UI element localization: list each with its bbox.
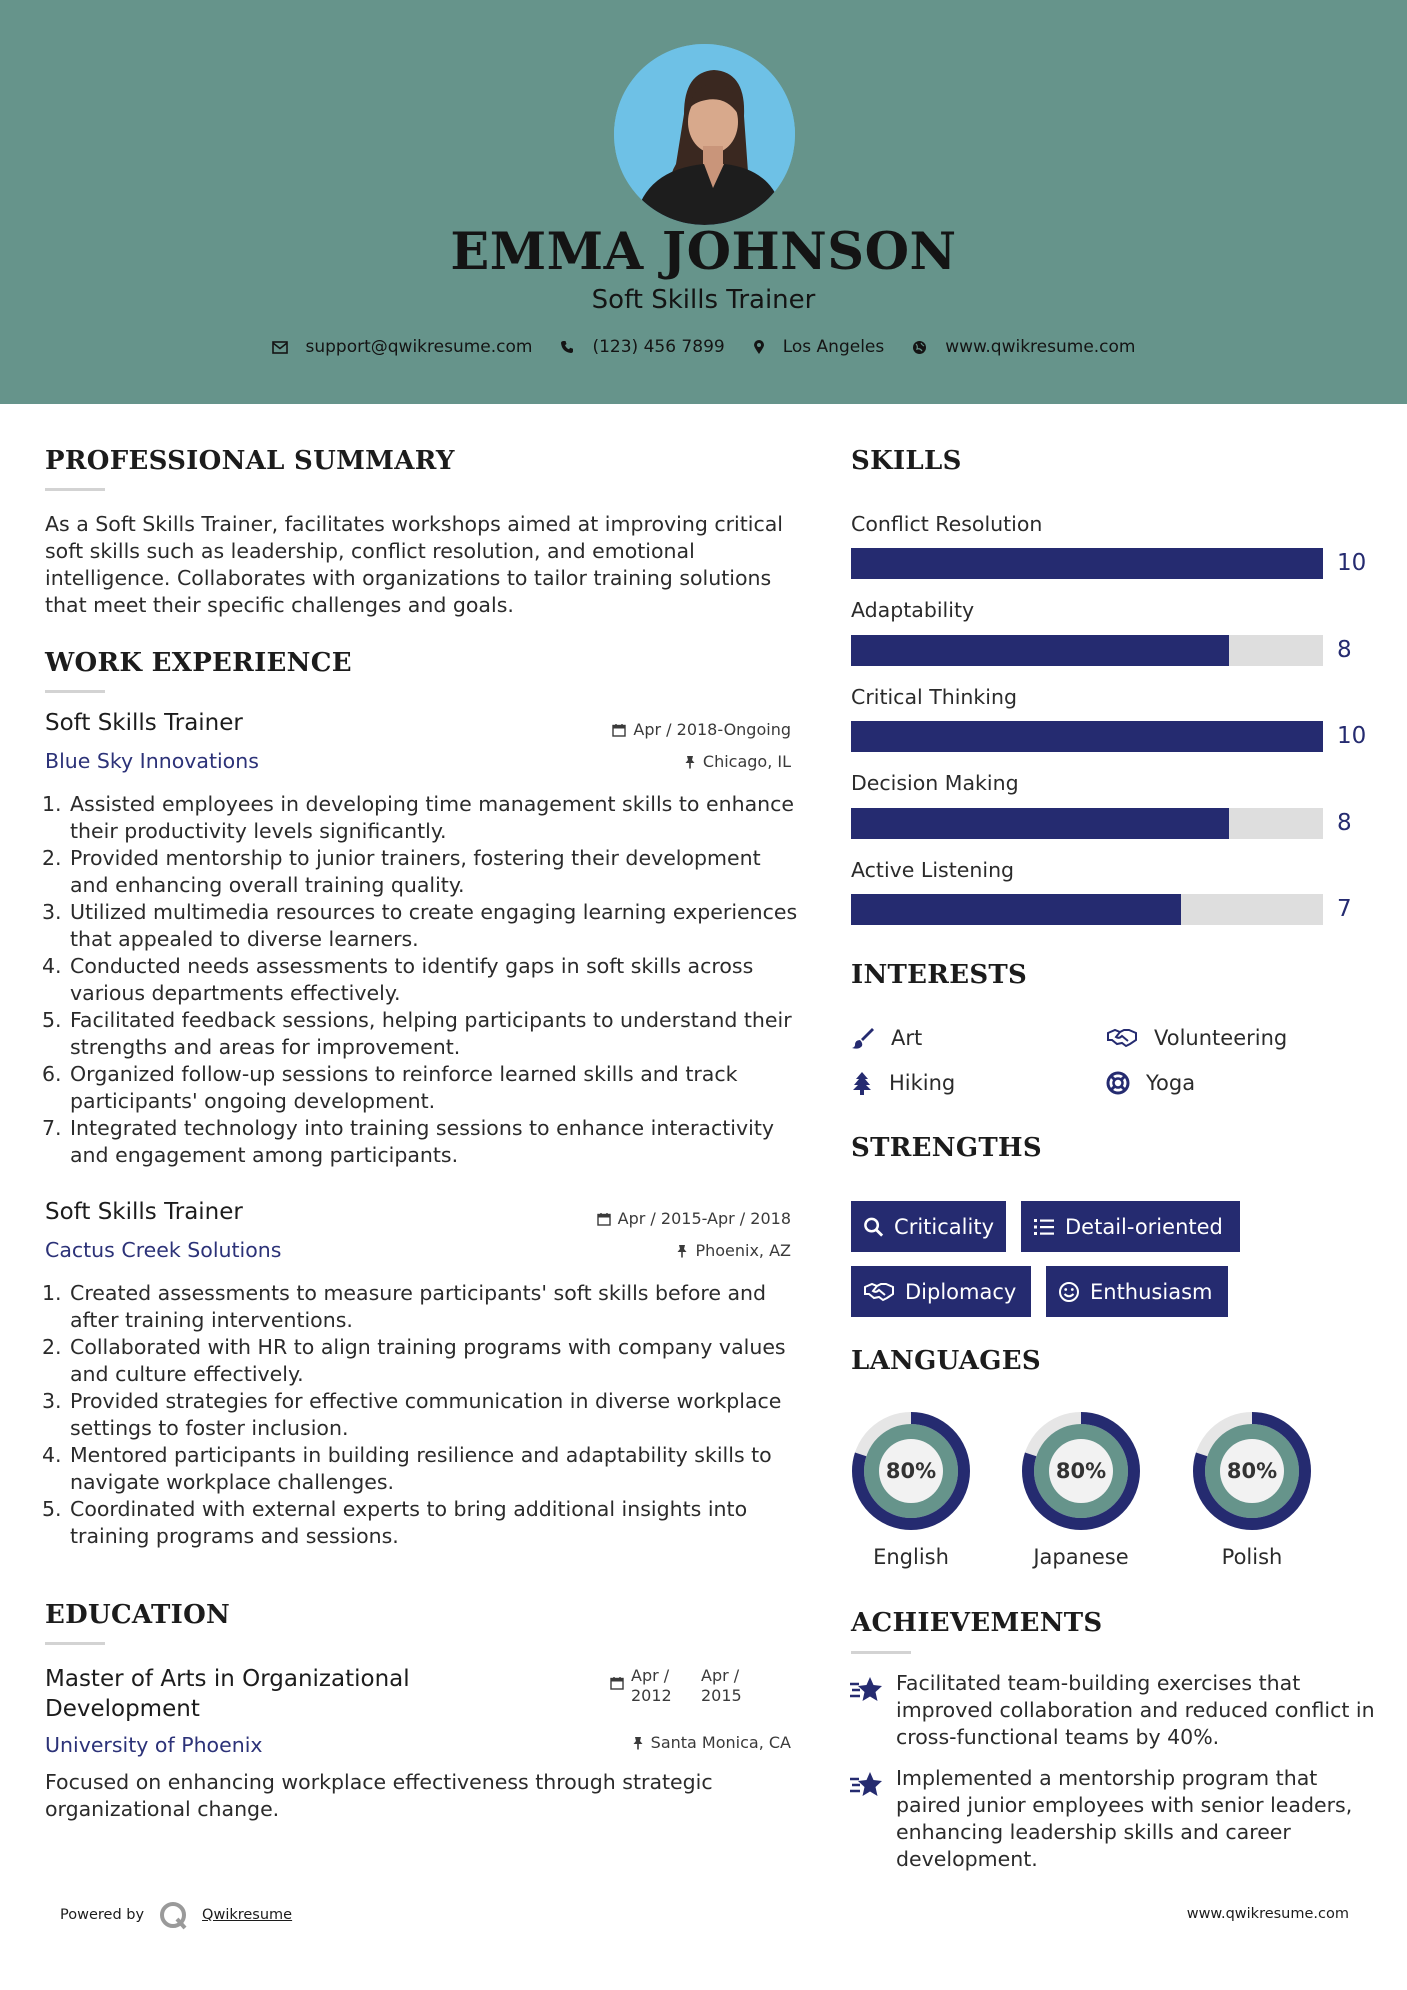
skill-label: Decision Making xyxy=(851,771,1019,795)
list-item: 1. Assisted employees in developing time management skills to enhance their productivity levels significantly. xyxy=(42,792,795,843)
contact-location xyxy=(753,337,885,357)
location-text: Los Angeles xyxy=(782,337,885,357)
handshake-icon xyxy=(863,1281,895,1303)
powered-by-text: Powered by xyxy=(60,1907,145,1923)
list-item: 6. Organized follow-up sessions to reinforce learned skills and track participants' ongoing development. xyxy=(42,1062,738,1113)
list-item: 5. Coordinated with external experts to bring additional insights into training programs and sessions. xyxy=(42,1497,748,1548)
lifebuoy-icon xyxy=(1106,1071,1130,1095)
pushpin-icon xyxy=(684,755,696,769)
skill-bar xyxy=(851,808,1323,839)
interests-heading: INTERESTS xyxy=(851,960,1028,990)
section-divider xyxy=(45,1642,105,1645)
envelope-icon xyxy=(272,341,288,354)
start-date: Apr / 2012 xyxy=(631,1666,672,1705)
education-dates xyxy=(610,1666,800,1706)
language-gauge xyxy=(849,1409,973,1533)
interest-label: Hiking xyxy=(889,1071,956,1095)
list-item: 4. Conducted needs assessments to identify gaps in soft skills across various departments effectively. xyxy=(42,954,754,1005)
interest-label: Yoga xyxy=(1146,1071,1196,1095)
contact-email[interactable] xyxy=(272,337,533,357)
list-item: 2. Provided mentorship to junior trainers, fostering their development and enhancing overall training quality. xyxy=(42,846,761,897)
calendar-icon xyxy=(612,723,626,737)
job-title: Soft Skills Trainer xyxy=(45,710,243,736)
degree-title: Master of Arts in Organizational Development xyxy=(45,1666,410,1722)
list-item: 7. Integrated technology into training sessions to enhance interactivity and engagement among participants. xyxy=(42,1116,774,1167)
skill-label: Active Listening xyxy=(851,858,1015,882)
language-name: English xyxy=(873,1545,949,1569)
skill-label: Adaptability xyxy=(851,598,975,622)
education-description: Focused on enhancing workplace effectiveness through strategic organizational change. xyxy=(45,1770,713,1821)
location-text: Chicago, IL xyxy=(702,752,791,771)
strength-label: Detail-oriented xyxy=(1065,1214,1223,1239)
strength-label: Enthusiasm xyxy=(1090,1279,1213,1304)
dates-text: Apr / 2015-Apr / 2018 xyxy=(617,1209,791,1228)
achievement-item: Implemented a mentorship program that paired junior employees with senior leaders, enhancing leadership skills and career development. xyxy=(896,1766,1353,1871)
section-divider xyxy=(851,1651,911,1654)
location-text: Phoenix, AZ xyxy=(695,1241,791,1260)
skill-bar-fill xyxy=(851,721,1323,752)
achievements-heading: ACHIEVEMENTS xyxy=(851,1608,1103,1638)
qwikresume-logo-icon xyxy=(158,1900,192,1930)
list-item: 1. Created assessments to measure participants' soft skills before and after training interventions. xyxy=(42,1281,767,1332)
list-item: 5. Facilitated feedback sessions, helping participants to understand their strengths and areas for improvement. xyxy=(42,1008,792,1059)
calendar-icon xyxy=(597,1212,611,1226)
strength-tag xyxy=(1046,1266,1228,1317)
strength-tag xyxy=(1021,1201,1240,1252)
strength-label: Criticality xyxy=(894,1214,994,1239)
paintbrush-icon xyxy=(851,1026,875,1050)
list-icon xyxy=(1033,1217,1055,1237)
list-item: 3. Utilized multimedia resources to create engaging learning experiences that appealed to diverse learners. xyxy=(42,900,798,951)
languages-heading: LANGUAGES xyxy=(851,1346,1041,1376)
skill-value: 7 xyxy=(1337,896,1352,922)
tree-icon xyxy=(851,1071,873,1095)
skill-bar xyxy=(851,721,1323,752)
interest-label: Art xyxy=(891,1026,923,1050)
contact-bar xyxy=(0,337,1407,357)
language-percent: 80% xyxy=(1055,1459,1107,1483)
strength-label: Diplomacy xyxy=(905,1279,1017,1304)
resume-header xyxy=(0,0,1407,404)
pushpin-icon xyxy=(632,1736,644,1750)
language-percent: 80% xyxy=(885,1459,937,1483)
location-text: Santa Monica, CA xyxy=(650,1733,791,1752)
interest-item xyxy=(1106,1026,1287,1050)
summary-heading: PROFESSIONAL SUMMARY xyxy=(45,446,455,476)
interest-item xyxy=(851,1026,922,1050)
interest-item xyxy=(1106,1071,1195,1095)
skill-value: 8 xyxy=(1337,810,1352,836)
skill-value: 8 xyxy=(1337,637,1352,663)
person-photo-icon xyxy=(614,44,795,225)
footer-website[interactable]: www.qwikresume.com xyxy=(1186,1906,1349,1922)
skill-bar-fill xyxy=(851,894,1181,925)
strength-tag xyxy=(851,1201,1006,1252)
website-text: www.qwikresume.com xyxy=(945,337,1136,357)
dates-text: Apr / 2018-Ongoing xyxy=(633,720,791,739)
company-name: Blue Sky Innovations xyxy=(45,749,259,773)
interest-item xyxy=(851,1071,955,1095)
candidate-name: EMMA JOHNSON xyxy=(450,222,957,282)
globe-icon xyxy=(912,340,927,355)
brand-link[interactable]: Qwikresume xyxy=(202,1907,293,1923)
handshake-icon xyxy=(1106,1027,1138,1049)
star-icon xyxy=(848,1675,884,1705)
search-icon xyxy=(863,1216,884,1238)
language-gauge xyxy=(1190,1409,1314,1533)
profile-photo xyxy=(614,44,795,225)
skill-label: Critical Thinking xyxy=(851,685,1017,709)
school-name: University of Phoenix xyxy=(45,1733,263,1757)
end-date: Apr / 2015 xyxy=(701,1666,742,1705)
job-bullets xyxy=(42,1280,802,1550)
calendar-icon xyxy=(610,1676,624,1690)
education-location xyxy=(520,1733,791,1752)
map-pin-icon xyxy=(753,339,765,355)
language-gauge xyxy=(1019,1409,1143,1533)
section-divider xyxy=(45,488,105,491)
skill-bar-fill xyxy=(851,548,1323,579)
job-location xyxy=(520,752,791,771)
skill-bar xyxy=(851,635,1323,666)
phone-icon xyxy=(560,340,574,354)
smile-icon xyxy=(1058,1281,1080,1303)
summary-text: As a Soft Skills Trainer, facilitates workshops aimed at improving critical soft skills such as leadership, conflict resolution, and emotional intelligence. Collaborates with organizations to tailor training solutions that meet their specific challenges and goals. xyxy=(45,512,783,617)
section-divider xyxy=(45,690,105,693)
strengths-heading: STRENGTHS xyxy=(851,1133,1042,1163)
skill-value: 10 xyxy=(1337,550,1367,576)
achievement-item: Facilitated team-building exercises that improved collaboration and reduced conflict in cross-functional teams by 40%. xyxy=(896,1671,1375,1749)
skills-heading: SKILLS xyxy=(851,446,962,476)
job-dates xyxy=(520,1209,791,1228)
skill-label: Conflict Resolution xyxy=(851,512,1043,536)
job-location xyxy=(520,1241,791,1260)
contact-phone[interactable] xyxy=(560,337,724,357)
skill-bar-fill xyxy=(851,635,1229,666)
pushpin-icon xyxy=(676,1244,688,1258)
star-icon xyxy=(848,1770,884,1800)
strength-tag xyxy=(851,1266,1031,1317)
job-dates xyxy=(520,720,791,739)
skill-bar xyxy=(851,548,1323,579)
skill-bar xyxy=(851,894,1323,925)
language-percent: 80% xyxy=(1226,1459,1278,1483)
phone-text: (123) 456 7899 xyxy=(592,337,725,357)
footer-powered-by xyxy=(60,1900,292,1930)
skill-value: 10 xyxy=(1337,723,1367,749)
interest-label: Volunteering xyxy=(1154,1026,1288,1050)
list-item: 4. Mentored participants in building resilience and adaptability skills to navigate workplace challenges. xyxy=(42,1443,772,1494)
education-heading: EDUCATION xyxy=(45,1600,231,1630)
job-title: Soft Skills Trainer xyxy=(45,1199,243,1225)
company-name: Cactus Creek Solutions xyxy=(45,1238,282,1262)
contact-website[interactable] xyxy=(912,337,1135,357)
skill-bar-fill xyxy=(851,808,1229,839)
work-heading: WORK EXPERIENCE xyxy=(45,648,352,678)
list-item: 2. Collaborated with HR to align training programs with company values and culture effectively. xyxy=(42,1335,786,1386)
candidate-title: Soft Skills Trainer xyxy=(591,285,816,315)
list-item: 3. Provided strategies for effective communication in diverse workplace settings to foster inclusion. xyxy=(42,1389,782,1440)
language-name: Japanese xyxy=(1033,1545,1129,1569)
job-bullets xyxy=(42,791,802,1169)
email-text: support@qwikresume.com xyxy=(305,337,533,357)
language-name: Polish xyxy=(1221,1545,1283,1569)
